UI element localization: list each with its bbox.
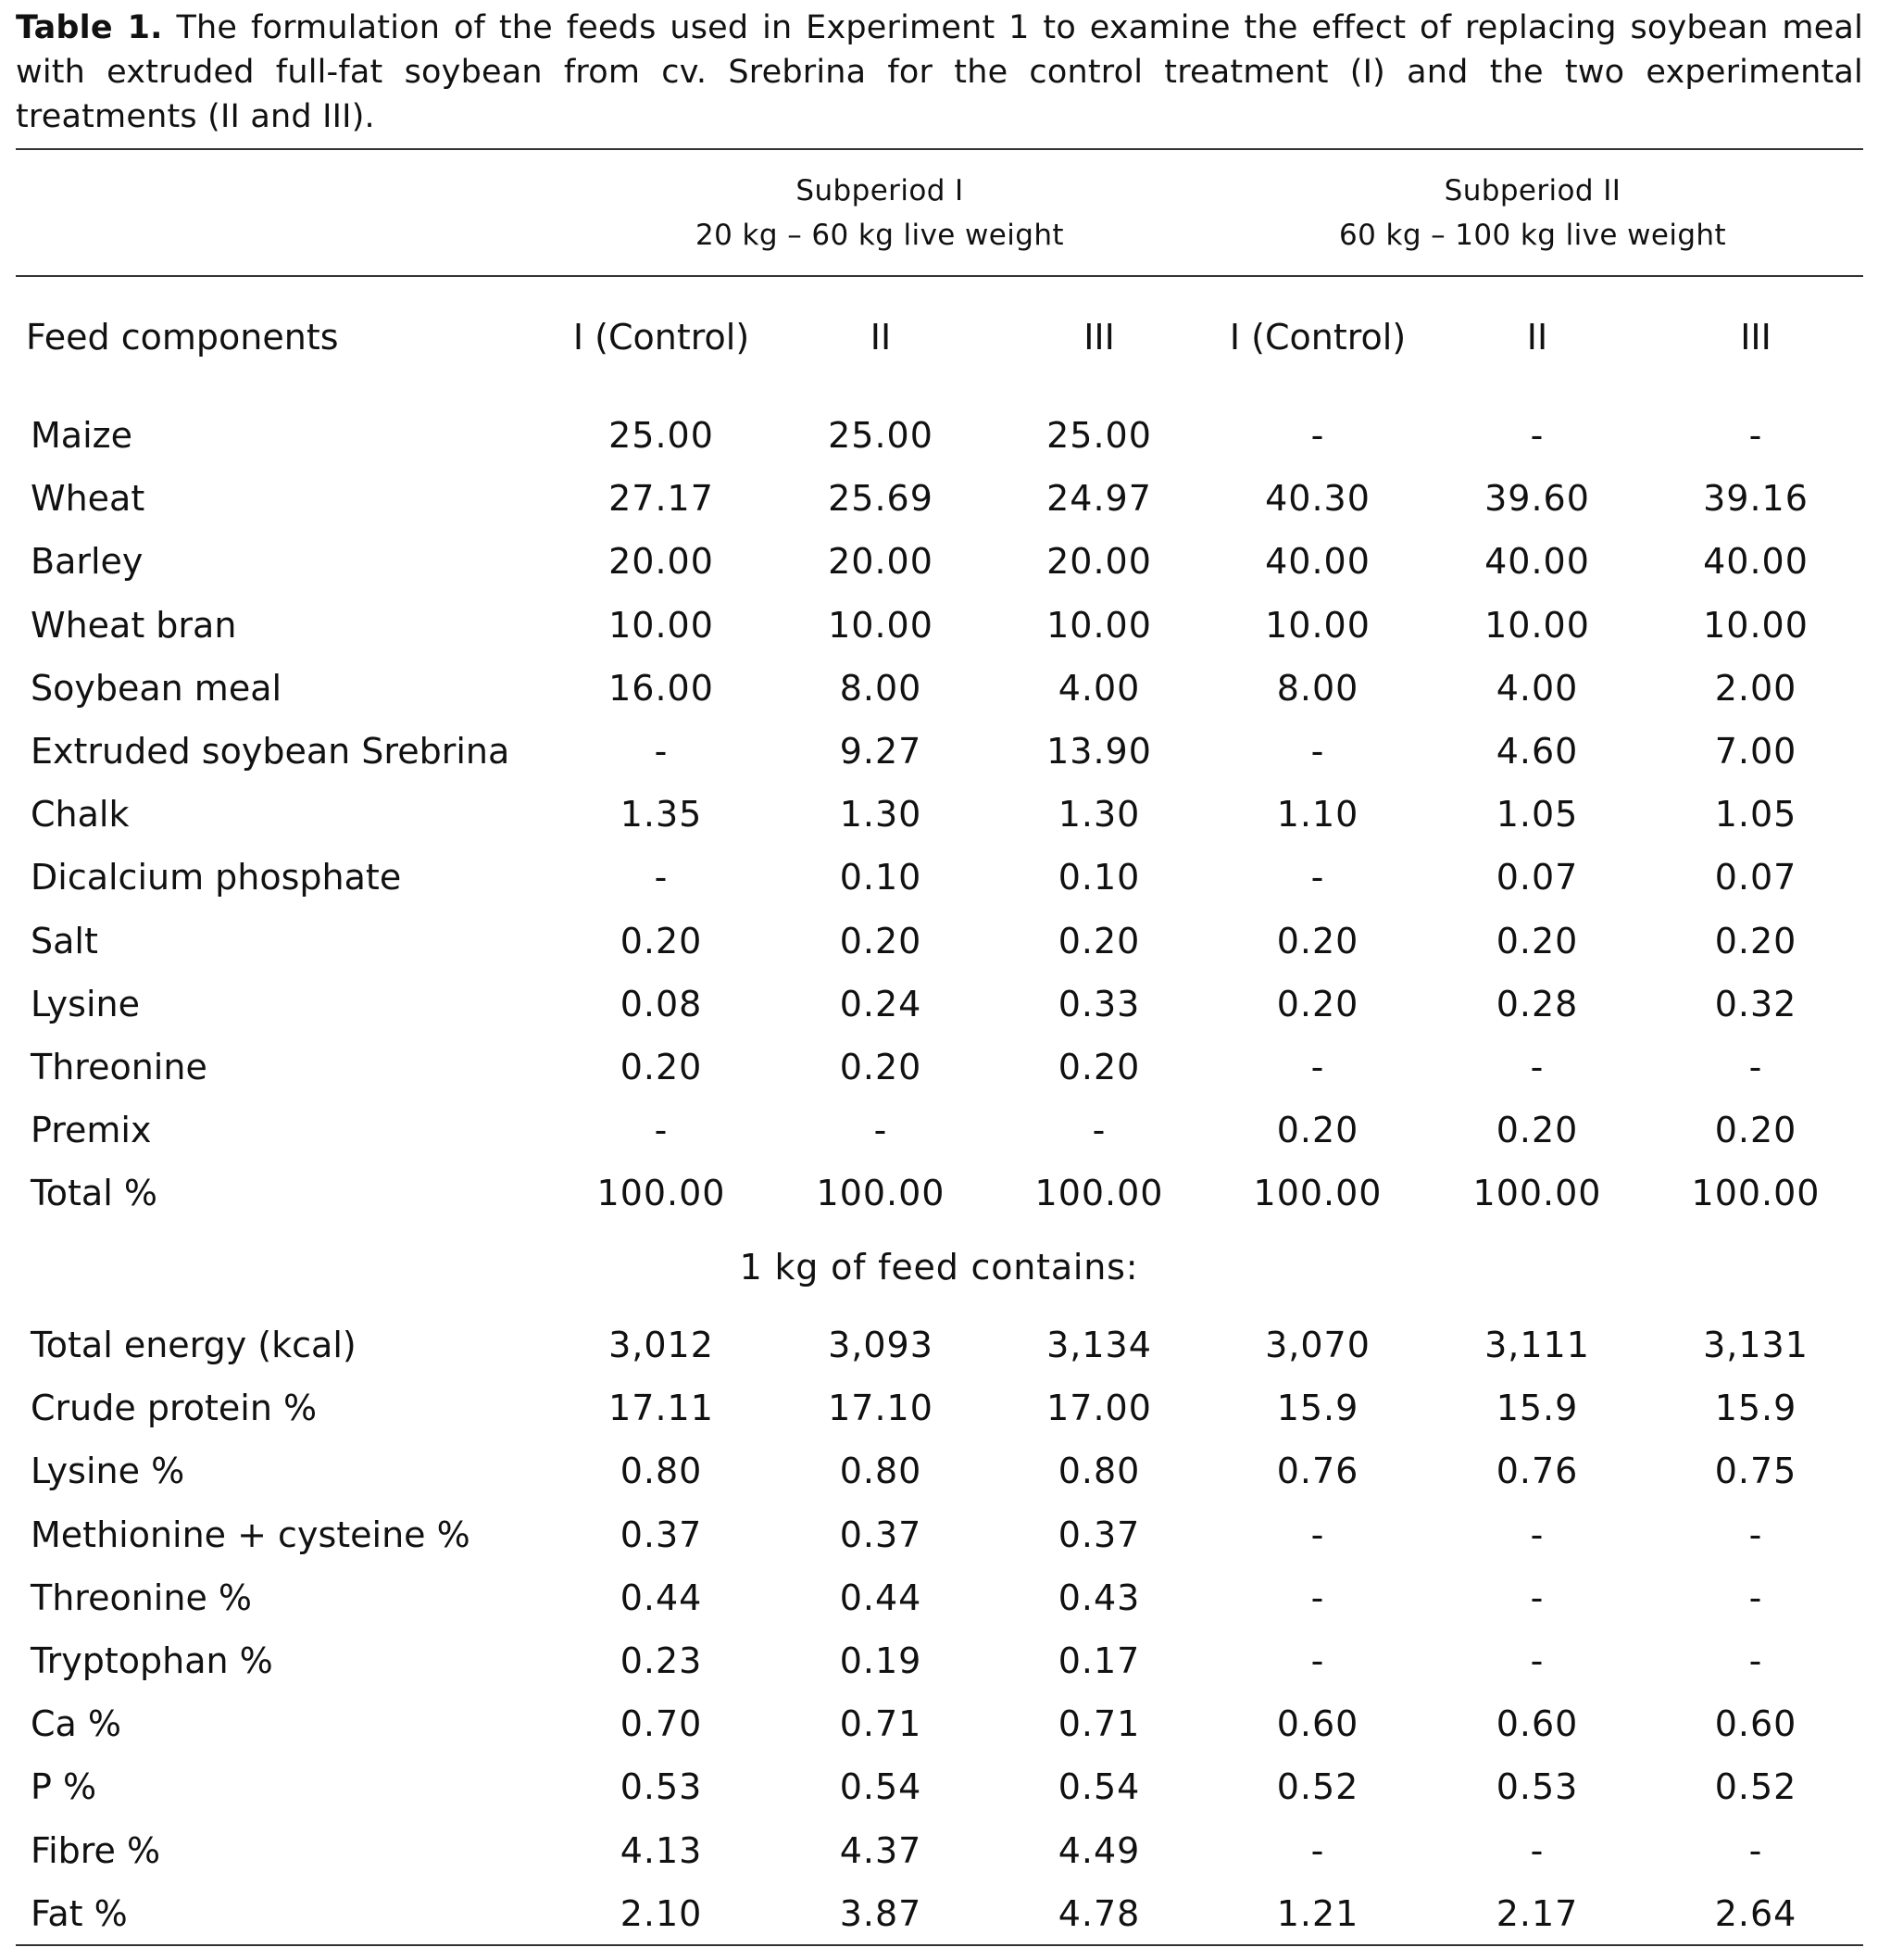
table-row [0,1755,1878,1818]
table-cell: 0.24 [839,983,922,1024]
table-cell: 1.30 [1058,794,1141,836]
table-cell: 0.20 [1276,920,1359,961]
table-row [0,720,1878,783]
row-label: Total % [31,1173,157,1214]
table-cell: 3,111 [1484,1325,1590,1365]
table-cell: 1.21 [1276,1892,1359,1934]
table-cell: 4.78 [1058,1892,1141,1934]
table-cell: - [1310,1047,1325,1087]
table-cell: - [1310,415,1325,456]
table-row [0,1036,1878,1099]
table-row [0,1439,1878,1502]
col-header-feed-components: Feed components [26,317,339,358]
table-cell: 25.00 [608,415,714,456]
bottom-rule [16,1944,1863,1946]
row-label: Extruded soybean Srebrina [31,731,510,772]
table-cell: - [1310,1514,1325,1555]
top-rule [16,148,1863,150]
table-cell: 1.05 [1496,794,1579,836]
table-cell: 0.37 [839,1514,922,1555]
table-cell: - [654,1110,669,1151]
table-cell: 0.70 [620,1703,703,1745]
table-cell: 2.10 [620,1892,703,1934]
table-cell: 0.20 [1496,920,1579,961]
table-row [0,1819,1878,1882]
table-cell: 0.71 [839,1703,922,1745]
table-row [0,1629,1878,1692]
row-label: Chalk [31,794,130,836]
table-row [0,1566,1878,1629]
table-cell: 100.00 [1034,1173,1164,1214]
table-cell: 17.10 [828,1388,933,1429]
row-label: P % [31,1766,97,1808]
table-cell: 0.33 [1058,983,1141,1024]
table-cell: 0.76 [1276,1451,1359,1492]
table-row [0,1099,1878,1162]
table-cell: 0.20 [839,1047,922,1087]
table-cell: 10.00 [828,604,933,646]
table-cell: - [1530,1829,1545,1871]
contents-section-title: 1 kg of feed contains: [739,1247,1139,1288]
table-cell: 15.9 [1714,1388,1797,1429]
table-cell: 2.64 [1714,1892,1797,1934]
table-cell: 4.13 [620,1829,703,1871]
table-cell: 0.37 [620,1514,703,1555]
table-cell: 0.52 [1714,1766,1797,1808]
table-cell: 2.00 [1714,667,1797,709]
table-cell: 40.00 [1703,541,1809,583]
table-cell: 24.97 [1046,478,1152,520]
table-cell: 0.08 [620,983,703,1024]
subperiod-2-subtitle: 60 kg – 100 kg live weight [1338,219,1727,252]
col-header-s2-ii: II [1526,317,1548,358]
table-cell: 8.00 [1276,667,1359,709]
caption-label: Table 1. [16,9,163,46]
table-cell: 0.43 [1058,1577,1141,1618]
table-cell: - [1748,1047,1763,1087]
table-cell: 0.28 [1496,983,1579,1024]
table-row [0,1162,1878,1225]
table-cell: 20.00 [608,541,714,583]
table-cell: 4.37 [839,1829,922,1871]
table-row [0,1503,1878,1566]
row-label: Premix [31,1110,152,1151]
col-header-s2-control: I (Control) [1229,317,1407,358]
subperiod-1-header [607,169,1153,258]
table-cell: 0.20 [1714,1110,1797,1151]
table-cell: 0.10 [1058,857,1141,898]
table-cell: 3,093 [828,1325,933,1365]
table-cell: 39.16 [1703,478,1809,520]
table-cell: 0.37 [1058,1514,1141,1555]
table-cell: 0.19 [839,1640,922,1681]
table-row [0,657,1878,720]
table-cell: 15.9 [1496,1388,1579,1429]
table-cell: 0.20 [1058,920,1141,961]
table-cell: 0.44 [620,1577,703,1618]
table-cell: - [1530,1514,1545,1555]
table-cell: - [1310,1577,1325,1618]
table-cell: 7.00 [1714,731,1797,772]
table-row [0,783,1878,846]
col-header-s1-ii: II [870,317,892,358]
table-cell: 100.00 [1691,1173,1821,1214]
table-cell: 25.69 [828,478,933,520]
table-cell: 0.20 [1496,1110,1579,1151]
row-label: Total energy (kcal) [31,1325,357,1365]
row-label: Maize [31,415,132,456]
table-cell: - [1310,1640,1325,1681]
table-cell: 4.00 [1058,667,1141,709]
table-cell: 9.27 [839,731,922,772]
table-cell: 25.00 [828,415,933,456]
table-caption [16,6,1863,139]
row-label: Threonine [31,1047,207,1087]
table-cell: 0.07 [1714,857,1797,898]
table-cell: 0.10 [839,857,922,898]
table-cell: 10.00 [1265,604,1371,646]
table-cell: 0.23 [620,1640,703,1681]
table-cell: 100.00 [596,1173,726,1214]
table-cell: 0.20 [839,920,922,961]
table-cell: - [1530,1047,1545,1087]
table-cell: 27.17 [608,478,714,520]
table-cell: 3,134 [1046,1325,1152,1365]
table-cell: - [1310,857,1325,898]
table-cell: 0.76 [1496,1451,1579,1492]
table-cell: - [1530,1577,1545,1618]
table-cell: 1.10 [1276,794,1359,836]
row-label: Fibre % [31,1829,161,1871]
table-cell: 0.53 [1496,1766,1579,1808]
table-cell: 0.07 [1496,857,1579,898]
subperiod-2-header [1259,169,1806,258]
row-label: Lysine [31,983,140,1024]
table-row [0,910,1878,973]
table-cell: 4.49 [1058,1829,1141,1871]
table-cell: - [1530,1640,1545,1681]
table-cell: - [1310,1829,1325,1871]
table-cell: - [1748,1829,1763,1871]
table-cell: 100.00 [1472,1173,1602,1214]
table-row [0,1376,1878,1439]
table-cell: 17.00 [1046,1388,1152,1429]
table-cell: - [1530,415,1545,456]
table-cell: - [1092,1110,1107,1151]
row-label: Crude protein % [31,1388,318,1429]
table-row [0,404,1878,467]
table-cell: - [654,857,669,898]
col-header-s1-iii: III [1083,317,1115,358]
table-cell: 10.00 [608,604,714,646]
table-cell: 0.20 [1058,1047,1141,1087]
table-cell: 20.00 [828,541,933,583]
table-cell: 4.60 [1496,731,1579,772]
table-cell: 40.00 [1484,541,1590,583]
caption-text: The formulation of the feeds used in Experiment 1 to examine the effect of replacing soybean meal with extruded full-fat soybean from cv. Srebrina for the control treatment (I) and the two experimental treatments (II and III). [16,9,1863,135]
table-cell: 13.90 [1046,731,1152,772]
table-cell: 0.20 [620,1047,703,1087]
row-label: Fat % [31,1892,128,1934]
table-cell: 0.20 [1714,920,1797,961]
table-cell: 15.9 [1276,1388,1359,1429]
table-cell: 1.30 [839,794,922,836]
table-cell: 0.20 [1276,1110,1359,1151]
table-cell: 3,070 [1265,1325,1371,1365]
table-cell: 3,131 [1703,1325,1809,1365]
table-cell: 25.00 [1046,415,1152,456]
subperiod-2-title: Subperiod II [1444,174,1621,207]
table-row [0,467,1878,530]
table-cell: 10.00 [1703,604,1809,646]
table-cell: 0.75 [1714,1451,1797,1492]
table-cell: 0.60 [1496,1703,1579,1745]
subperiod-1-title: Subperiod I [795,174,964,207]
table-cell: - [654,731,669,772]
table-cell: - [1748,1577,1763,1618]
table-cell: 1.05 [1714,794,1797,836]
row-label: Wheat [31,478,145,520]
table-cell: 0.80 [620,1451,703,1492]
table-cell: 8.00 [839,667,922,709]
table-cell: 3.87 [839,1892,922,1934]
table-cell: 0.32 [1714,983,1797,1024]
table-row [0,1692,1878,1755]
subperiod-1-subtitle: 20 kg – 60 kg live weight [695,219,1064,252]
table-cell: 100.00 [816,1173,945,1214]
row-label: Dicalcium phosphate [31,857,402,898]
table-cell: 0.17 [1058,1640,1141,1681]
row-label: Soybean meal [31,667,282,709]
table-cell: 0.60 [1276,1703,1359,1745]
table-cell: 0.20 [620,920,703,961]
table-cell: 40.30 [1265,478,1371,520]
table-row [0,973,1878,1036]
table-cell: 16.00 [608,667,714,709]
table-cell: 40.00 [1265,541,1371,583]
row-label: Threonine % [31,1577,253,1618]
table-cell: - [1748,1514,1763,1555]
table-cell: 100.00 [1253,1173,1383,1214]
row-label: Lysine % [31,1451,185,1492]
table-row [0,846,1878,909]
table-cell: - [1748,415,1763,456]
table-cell: 10.00 [1484,604,1590,646]
table-row [0,1882,1878,1945]
row-label: Ca % [31,1703,122,1745]
table-cell: - [873,1110,888,1151]
table-cell: 0.52 [1276,1766,1359,1808]
table-cell: - [1748,1640,1763,1681]
table-cell: 0.54 [1058,1766,1141,1808]
row-label: Barley [31,541,144,583]
row-label: Wheat bran [31,604,237,646]
table-cell: 1.35 [620,794,703,836]
table-row [0,1313,1878,1376]
table-cell: 0.80 [839,1451,922,1492]
table-cell: 0.54 [839,1766,922,1808]
table-cell: 2.17 [1496,1892,1579,1934]
col-header-s1-control: I (Control) [572,317,750,358]
table-cell: 10.00 [1046,604,1152,646]
table-row [0,594,1878,657]
table-cell: 4.00 [1496,667,1579,709]
table-cell: 0.53 [620,1766,703,1808]
table-cell: 3,012 [608,1325,714,1365]
col-header-s2-iii: III [1740,317,1772,358]
table-cell: 39.60 [1484,478,1590,520]
header-rule [16,275,1863,277]
table-cell: 0.44 [839,1577,922,1618]
table-cell: 0.20 [1276,983,1359,1024]
row-label: Salt [31,920,98,961]
table-cell: 0.71 [1058,1703,1141,1745]
table-row [0,530,1878,593]
row-label: Tryptophan % [31,1640,273,1681]
row-label: Methionine + cysteine % [31,1514,470,1555]
table-cell: 0.80 [1058,1451,1141,1492]
table-cell: 0.60 [1714,1703,1797,1745]
table-cell: 17.11 [608,1388,714,1429]
table-cell: 20.00 [1046,541,1152,583]
table-cell: - [1310,731,1325,772]
